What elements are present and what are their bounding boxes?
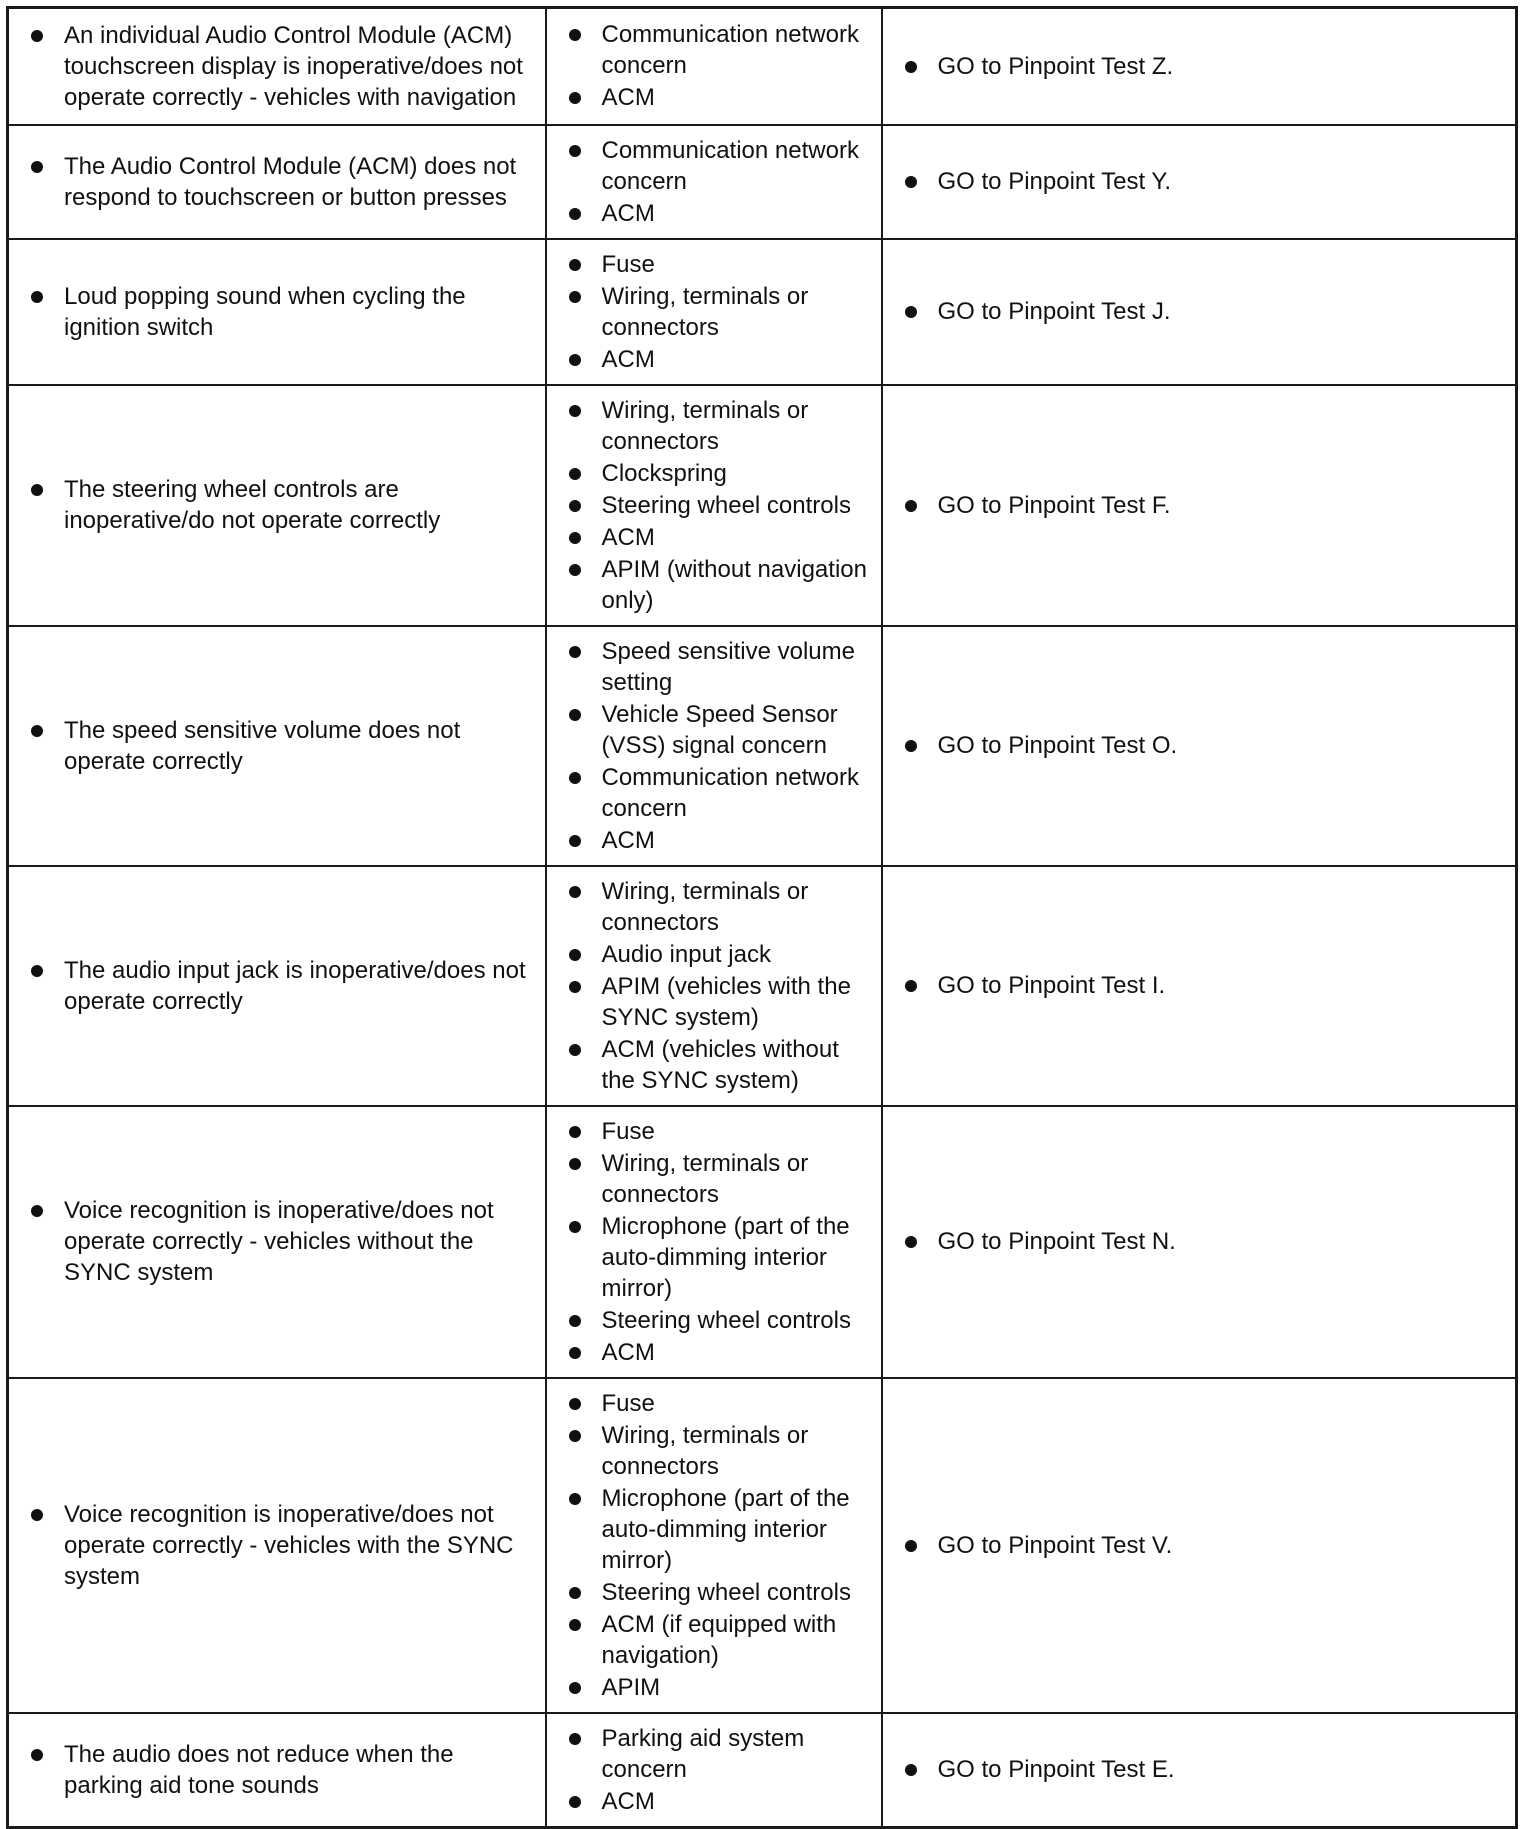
possible-source-item: ACM (vehicles without the SYNC system) — [569, 1034, 873, 1096]
possible-source-item: Audio input jack — [569, 939, 873, 970]
condition-text: The steering wheel controls are inoperative/do not operate correctly — [31, 474, 537, 536]
possible-source-item: ACM — [569, 1337, 873, 1368]
table-row — [8, 1713, 1517, 1828]
action-list — [905, 51, 1508, 82]
possible-source-item: Fuse — [569, 1388, 873, 1419]
condition-text: Voice recognition is inoperative/does not operate correctly - vehicles without the SYNC system — [31, 1195, 537, 1288]
action-cell — [882, 1378, 1517, 1713]
action-list — [905, 490, 1508, 521]
possible-sources-list — [569, 395, 873, 616]
action-text: GO to Pinpoint Test Y. — [905, 166, 1508, 197]
condition-list — [31, 1499, 537, 1592]
table-row — [8, 1378, 1517, 1713]
action-list — [905, 1530, 1508, 1561]
action-cell — [882, 626, 1517, 866]
possible-source-item: ACM — [569, 82, 873, 113]
possible-sources-cell — [546, 385, 882, 626]
possible-source-item: APIM — [569, 1672, 873, 1703]
possible-source-item: Communication network concern — [569, 19, 873, 81]
possible-sources-cell — [546, 626, 882, 866]
table-row — [8, 866, 1517, 1106]
possible-source-item: ACM — [569, 198, 873, 229]
action-text: GO to Pinpoint Test J. — [905, 296, 1508, 327]
possible-source-item: Wiring, terminals or connectors — [569, 1148, 873, 1210]
possible-source-item: Steering wheel controls — [569, 490, 873, 521]
condition-list — [31, 1739, 537, 1801]
possible-source-item: Clockspring — [569, 458, 873, 489]
possible-source-item: Speed sensitive volume setting — [569, 636, 873, 698]
condition-cell — [8, 385, 546, 626]
possible-sources-cell — [546, 1378, 882, 1713]
action-text: GO to Pinpoint Test Z. — [905, 51, 1508, 82]
condition-cell — [8, 1106, 546, 1378]
possible-source-item: ACM — [569, 522, 873, 553]
condition-cell — [8, 125, 546, 239]
possible-source-item: Communication network concern — [569, 762, 873, 824]
possible-source-item: ACM — [569, 825, 873, 856]
action-list — [905, 1754, 1508, 1785]
possible-source-item: Wiring, terminals or connectors — [569, 281, 873, 343]
possible-source-item: Vehicle Speed Sensor (VSS) signal concern — [569, 699, 873, 761]
possible-source-item: ACM — [569, 1786, 873, 1817]
table-body — [8, 8, 1517, 1828]
possible-source-item: ACM — [569, 344, 873, 375]
possible-sources-cell — [546, 866, 882, 1106]
possible-source-item: Fuse — [569, 1116, 873, 1147]
condition-cell — [8, 239, 546, 385]
possible-sources-list — [569, 249, 873, 375]
possible-source-item: Wiring, terminals or connectors — [569, 1420, 873, 1482]
condition-cell — [8, 1378, 546, 1713]
condition-text: Voice recognition is inoperative/does not operate correctly - vehicles with the SYNC system — [31, 1499, 537, 1592]
condition-cell — [8, 1713, 546, 1828]
possible-sources-list — [569, 19, 873, 113]
possible-source-item: Wiring, terminals or connectors — [569, 395, 873, 457]
possible-sources-cell — [546, 125, 882, 239]
table-row — [8, 239, 1517, 385]
condition-cell — [8, 626, 546, 866]
action-list — [905, 1226, 1508, 1257]
possible-source-item: Steering wheel controls — [569, 1305, 873, 1336]
possible-sources-list — [569, 135, 873, 229]
possible-sources-cell — [546, 1106, 882, 1378]
condition-text: Loud popping sound when cycling the ignition switch — [31, 281, 537, 343]
action-cell — [882, 239, 1517, 385]
table-row — [8, 626, 1517, 866]
action-text: GO to Pinpoint Test O. — [905, 730, 1508, 761]
possible-source-item: Communication network concern — [569, 135, 873, 197]
possible-source-item: ACM (if equipped with navigation) — [569, 1609, 873, 1671]
possible-sources-list — [569, 1388, 873, 1703]
possible-sources-cell — [546, 1713, 882, 1828]
action-text: GO to Pinpoint Test I. — [905, 970, 1508, 1001]
condition-list — [31, 474, 537, 536]
action-text: GO to Pinpoint Test E. — [905, 1754, 1508, 1785]
table-row — [8, 1106, 1517, 1378]
symptom-chart-table — [6, 6, 1518, 1829]
condition-list — [31, 955, 537, 1017]
possible-source-item: Microphone (part of the auto-dimming interior mirror) — [569, 1211, 873, 1304]
possible-sources-list — [569, 636, 873, 856]
possible-source-item: Fuse — [569, 249, 873, 280]
action-cell — [882, 866, 1517, 1106]
possible-source-item: Microphone (part of the auto-dimming interior mirror) — [569, 1483, 873, 1576]
action-cell — [882, 385, 1517, 626]
possible-source-item: APIM (without navigation only) — [569, 554, 873, 616]
action-cell — [882, 125, 1517, 239]
condition-text: The audio input jack is inoperative/does not operate correctly — [31, 955, 537, 1017]
condition-list — [31, 281, 537, 343]
condition-text: An individual Audio Control Module (ACM) touchscreen display is inoperative/does not operate correctly - vehicles with navigation — [31, 20, 537, 113]
action-list — [905, 730, 1508, 761]
possible-source-item: APIM (vehicles with the SYNC system) — [569, 971, 873, 1033]
table-row — [8, 125, 1517, 239]
action-cell — [882, 8, 1517, 125]
table-row — [8, 385, 1517, 626]
action-list — [905, 166, 1508, 197]
action-list — [905, 970, 1508, 1001]
possible-sources-list — [569, 1723, 873, 1817]
condition-list — [31, 20, 537, 113]
condition-text: The Audio Control Module (ACM) does not respond to touchscreen or button presses — [31, 151, 537, 213]
action-list — [905, 296, 1508, 327]
possible-sources-list — [569, 1116, 873, 1368]
action-text: GO to Pinpoint Test F. — [905, 490, 1508, 521]
condition-text: The audio does not reduce when the parking aid tone sounds — [31, 1739, 537, 1801]
action-text: GO to Pinpoint Test N. — [905, 1226, 1508, 1257]
condition-cell — [8, 866, 546, 1106]
action-cell — [882, 1106, 1517, 1378]
action-cell — [882, 1713, 1517, 1828]
possible-sources-cell — [546, 239, 882, 385]
condition-list — [31, 715, 537, 777]
condition-text: The speed sensitive volume does not operate correctly — [31, 715, 537, 777]
action-text: GO to Pinpoint Test V. — [905, 1530, 1508, 1561]
possible-source-item: Steering wheel controls — [569, 1577, 873, 1608]
condition-list — [31, 1195, 537, 1288]
condition-list — [31, 151, 537, 213]
condition-cell — [8, 8, 546, 125]
table-row — [8, 8, 1517, 125]
possible-source-item: Parking aid system concern — [569, 1723, 873, 1785]
possible-sources-cell — [546, 8, 882, 125]
possible-source-item: Wiring, terminals or connectors — [569, 876, 873, 938]
possible-sources-list — [569, 876, 873, 1096]
